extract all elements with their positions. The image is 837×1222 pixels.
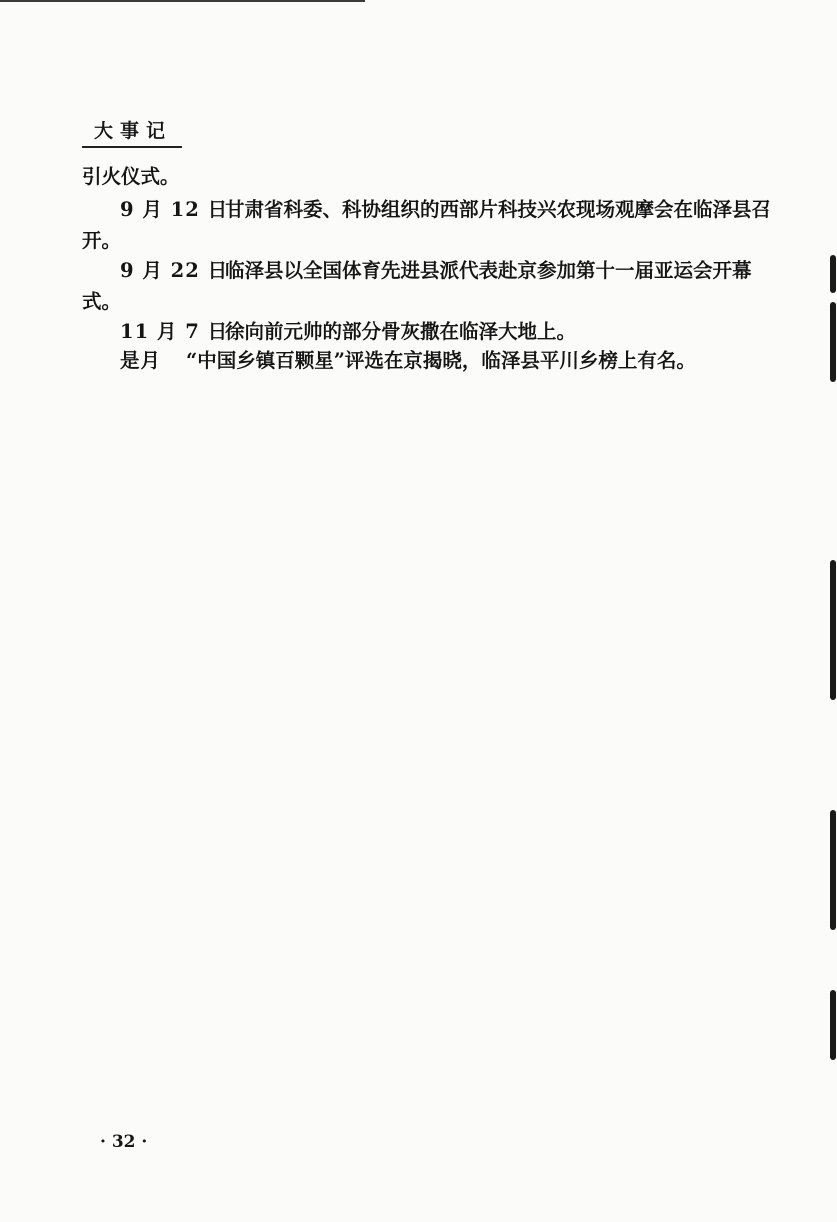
scan-mark xyxy=(830,255,836,293)
entry-this-month xyxy=(120,347,696,375)
section-header xyxy=(82,118,182,144)
scan-mark xyxy=(830,810,836,930)
entry-date: 11 月 7 日 xyxy=(120,320,229,343)
text-line-continuation xyxy=(82,163,180,191)
entry-sep-22-wrap xyxy=(82,288,121,316)
entry-date: 9 月 22 日 xyxy=(120,259,229,282)
entry-date: 9 月 12 日 xyxy=(120,198,229,221)
scan-mark xyxy=(830,990,836,1060)
page-number: · 32 · xyxy=(100,1132,148,1152)
entry-text-wrap: 式。 xyxy=(82,290,122,313)
entry-sep-12-wrap xyxy=(82,227,121,255)
line-text: 引火仪式。 xyxy=(82,165,180,188)
scan-edge-marks xyxy=(821,0,837,1222)
top-rule xyxy=(0,0,365,2)
entry-sep-12 xyxy=(120,196,771,224)
header-underline xyxy=(82,146,182,148)
entry-text: “中国乡镇百颗星”评选在京揭晓，临泽县平川乡榜上有名。 xyxy=(186,349,696,372)
entry-text: 徐向前元帅的部分骨灰撒在临泽大地上。 xyxy=(225,320,577,343)
entry-text: 临泽县以全国体育先进县派代表赴京参加第十一届亚运会开幕 xyxy=(225,259,752,282)
entry-date: 是月 xyxy=(120,349,162,372)
entry-sep-22 xyxy=(120,257,752,285)
scan-mark xyxy=(830,560,836,700)
section-title: 大事记 xyxy=(94,120,173,142)
entry-text: 甘肃省科委、科协组织的西部片科技兴农现场观摩会在临泽县召 xyxy=(225,198,772,221)
entry-text-wrap: 开。 xyxy=(82,229,122,252)
entry-nov-7 xyxy=(120,318,576,346)
scan-mark xyxy=(830,302,836,382)
